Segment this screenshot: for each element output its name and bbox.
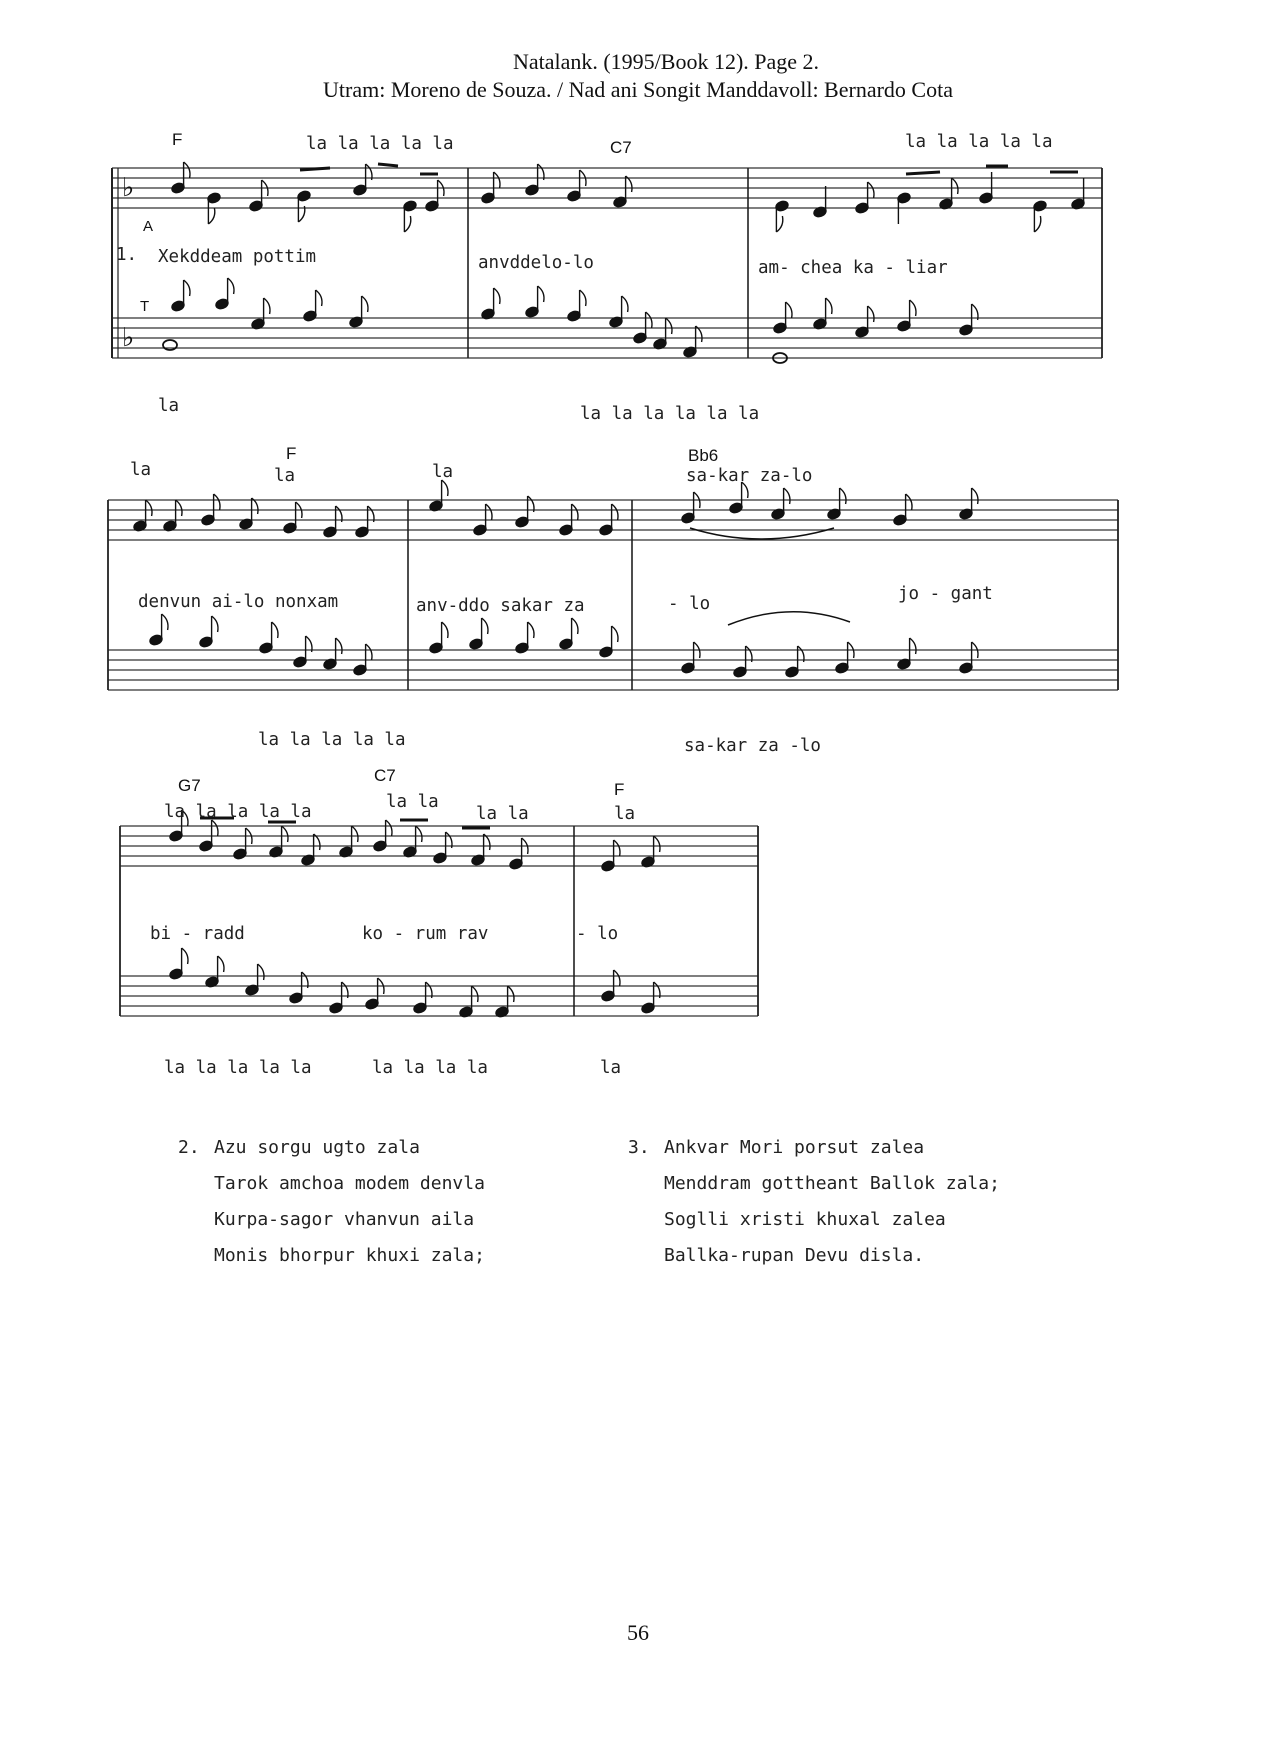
bottom-syllables: sa-kar za -lo (684, 736, 821, 756)
top-syllables: la (432, 462, 454, 482)
note-flag (176, 500, 182, 516)
lyric: - lo (576, 924, 619, 944)
note-flag (538, 286, 544, 302)
top-syllables: la la (386, 792, 439, 812)
lyric: denvun ai-lo nonxam (138, 592, 339, 612)
note-flag (868, 182, 874, 198)
lyric: - lo (668, 594, 711, 614)
verse-line: Menddram gottheant Ballok zala; (664, 1173, 1000, 1194)
note-flag (494, 288, 500, 304)
top-syllables: la (274, 466, 296, 486)
note-flag (162, 614, 168, 630)
bottom-syllables: la (600, 1058, 622, 1078)
note-flag (212, 616, 218, 632)
header-title: Natalank. (1995/Book 12). Page 2. (512, 49, 820, 74)
note-flag (952, 178, 958, 194)
bottom-syllables: la la la la la (258, 730, 406, 750)
chord-symbol: Bb6 (688, 446, 719, 465)
bottom-syllables: la (158, 396, 180, 416)
note-flag (622, 296, 628, 312)
verse-3 (628, 1130, 1000, 1274)
note-flag (614, 840, 620, 856)
note-flag (612, 504, 618, 520)
page-number: 56 (627, 1620, 649, 1645)
flat-key-signature: ♭ (122, 173, 135, 203)
verse-line: Tarok amchoa modem denvla (214, 1173, 485, 1194)
chord-symbol: G7 (178, 776, 201, 795)
verse-line: Kurpa-sagor vhanvun aila (214, 1209, 475, 1230)
note-flag (228, 278, 234, 294)
note-flag (580, 290, 586, 306)
top-syllables: la la la la la (306, 134, 454, 154)
note-flag (352, 826, 358, 842)
note-flag (264, 298, 270, 314)
top-syllables: la (614, 804, 636, 824)
lyric: Xekddeam pottim (158, 247, 317, 267)
note-flag (184, 162, 190, 178)
note-flag (218, 956, 224, 972)
note-flag (316, 290, 322, 306)
chord-symbol: C7 (610, 138, 632, 157)
top-syllables: la (130, 460, 152, 480)
note-flag (208, 208, 214, 224)
note-flag (282, 826, 288, 842)
note-flag (654, 836, 660, 852)
verse-line: 2. Azu sorgu ugto zala (178, 1130, 485, 1166)
note-flag (212, 820, 218, 836)
note-flag (442, 480, 448, 496)
note-flag (362, 296, 368, 312)
lyric: jo - gant (898, 584, 993, 604)
chord-symbol: F (614, 780, 625, 799)
note-flag (910, 638, 916, 654)
top-lyric: sa-kar za-lo (686, 466, 813, 486)
flat-key-signature: ♭ (122, 323, 135, 353)
bottom-syllables: la la la la la (164, 1058, 312, 1078)
note-flag (826, 298, 832, 314)
note-flag (972, 488, 978, 504)
top-syllables: la la la la la (164, 802, 312, 822)
lyric: anv-ddo sakar za (416, 596, 585, 616)
note-flag (614, 970, 620, 986)
lyric: ko - rum rav (362, 924, 489, 944)
note-flag (784, 488, 790, 504)
note-flag (486, 504, 492, 520)
slur (728, 612, 850, 625)
header-credits: Utram: Moreno de Souza. / Nad ani Songit Manddavoll: Bernardo Cota (323, 77, 953, 102)
bottom-syllables: la la la la la la (580, 404, 760, 424)
note-flag (494, 172, 500, 188)
note-flag (482, 618, 488, 634)
verse-number: 2. (178, 1137, 200, 1158)
note-flag (336, 638, 342, 654)
bottom-syllables: la la la la (372, 1058, 488, 1078)
note-flag (366, 644, 372, 660)
note-flag (786, 302, 792, 318)
verse-line: Ballka-rupan Devu disla. (664, 1245, 925, 1266)
note-flag (416, 826, 422, 842)
note-flag (840, 488, 846, 504)
note-beam (300, 168, 330, 170)
note-flag (906, 494, 912, 510)
note-flag (258, 964, 264, 980)
verse-line: Monis bhorpur khuxi zala; (214, 1245, 485, 1266)
verse-line: 3. Ankvar Mori porsut zalea (628, 1130, 1000, 1166)
verse-number: 3. (628, 1137, 650, 1158)
note-flag (184, 280, 190, 296)
note-flag (272, 622, 278, 638)
note-flag (868, 306, 874, 322)
note-flag (528, 622, 534, 638)
verse-2 (178, 1130, 485, 1274)
note-flag (404, 216, 410, 232)
note-flag (214, 494, 220, 510)
note-flag (146, 500, 152, 516)
chord-symbol: F (286, 444, 297, 463)
chord-symbol: F (172, 130, 183, 149)
note-flag (1034, 216, 1040, 232)
top-syllables: la la la la la (905, 132, 1053, 152)
voice-mark: T (140, 298, 150, 315)
note-beam (906, 172, 940, 174)
note-flag (572, 618, 578, 634)
section-mark: A (143, 218, 154, 235)
lyric: bi - radd (150, 924, 245, 944)
note-flag (776, 216, 782, 232)
verse-number: 1. (116, 245, 138, 265)
note-flag (472, 986, 478, 1002)
note-flag (910, 300, 916, 316)
note-flag (386, 820, 392, 836)
chord-symbol: C7 (374, 766, 396, 785)
lyric: anvddelo-lo (478, 253, 594, 273)
note-flag (666, 318, 672, 334)
note-flag (572, 504, 578, 520)
lyric: am- chea ka - liar (758, 258, 948, 278)
note-flag (612, 626, 618, 642)
note-flag (182, 948, 188, 964)
top-syllables: la la (476, 804, 529, 824)
note-flag (508, 986, 514, 1002)
note-flag (646, 312, 652, 328)
note-beam (378, 164, 398, 166)
verse-line: Soglli xristi khuxal zalea (664, 1209, 946, 1230)
note-flag (442, 622, 448, 638)
